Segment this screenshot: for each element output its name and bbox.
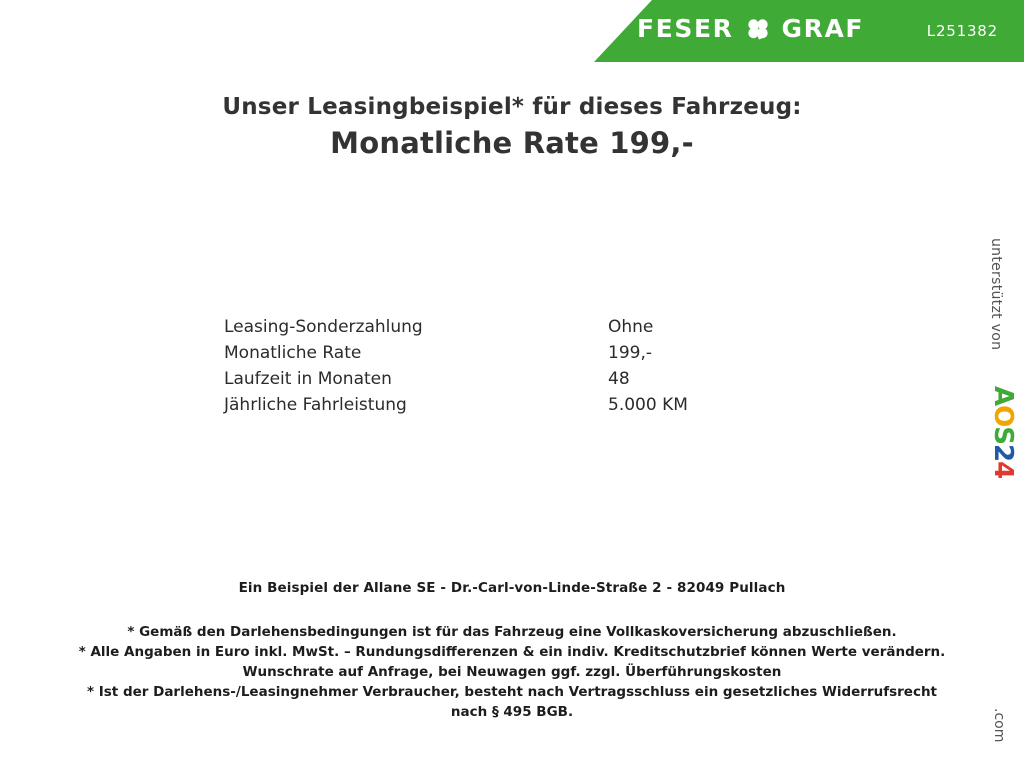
logo-letter-a: A — [988, 386, 1018, 406]
leasing-details-table — [224, 315, 824, 419]
footer-company-line: Ein Beispiel der Allane SE - Dr.-Carl-von-Linde-Straße 2 - 82049 Pullach — [238, 580, 786, 596]
document-id: L251382 — [926, 22, 998, 40]
page-footer — [0, 580, 1024, 722]
footer-note-line: Wunschrate auf Anfrage, bei Neuwagen ggf. zzgl. Überführungskosten — [242, 664, 782, 680]
page-title — [0, 94, 1024, 160]
page-header — [0, 0, 1024, 62]
partner-supported-by-label: unterstützt von — [988, 238, 1004, 351]
partner-domain-suffix: .com — [991, 708, 1007, 743]
detail-value: Ohne — [608, 317, 654, 337]
brand-logo — [637, 14, 864, 43]
title-subline: Unser Leasingbeispiel* für dieses Fahrzeug: — [222, 94, 802, 120]
brand-name-right: GRAF — [781, 14, 865, 43]
table-row — [224, 341, 824, 366]
table-row — [224, 393, 824, 418]
detail-label: Monatliche Rate — [224, 343, 362, 363]
footer-note-line: * Gemäß den Darlehensbedingungen ist für das Fahrzeug eine Vollkaskoversicherung abzuschließen. — [127, 624, 897, 640]
detail-label: Laufzeit in Monaten — [224, 369, 392, 389]
footer-note-line: * Ist der Darlehens-/Leasingnehmer Verbraucher, besteht nach Vertragsschluss ein gesetzliches Widerrufsrecht — [86, 684, 938, 700]
logo-digit-4: 4 — [988, 461, 1018, 479]
footer-legal-notes — [0, 622, 1024, 722]
title-rate: Monatliche Rate 199,- — [330, 126, 694, 160]
table-row — [224, 315, 824, 340]
partner-strip — [988, 238, 1020, 743]
logo-letter-o: O — [988, 405, 1018, 427]
logo-digit-2: 2 — [988, 443, 1018, 462]
detail-label: Leasing-Sonderzahlung — [224, 317, 423, 337]
brand-name-left: FESER — [637, 14, 734, 43]
detail-value: 48 — [608, 369, 630, 389]
clover-icon — [745, 16, 771, 42]
detail-value: 5.000 KM — [608, 395, 688, 415]
aos24-logo — [988, 386, 1018, 478]
logo-letter-s: S — [988, 426, 1018, 444]
detail-value: 199,- — [608, 343, 652, 363]
detail-label: Jährliche Fahrleistung — [224, 395, 407, 415]
table-row — [224, 367, 824, 392]
footer-note-line: nach § 495 BGB. — [450, 704, 574, 720]
footer-note-line: * Alle Angaben in Euro inkl. MwSt. – Rundungsdifferenzen & ein indiv. Kreditschutzbrief können Werte verändern. — [78, 644, 946, 660]
